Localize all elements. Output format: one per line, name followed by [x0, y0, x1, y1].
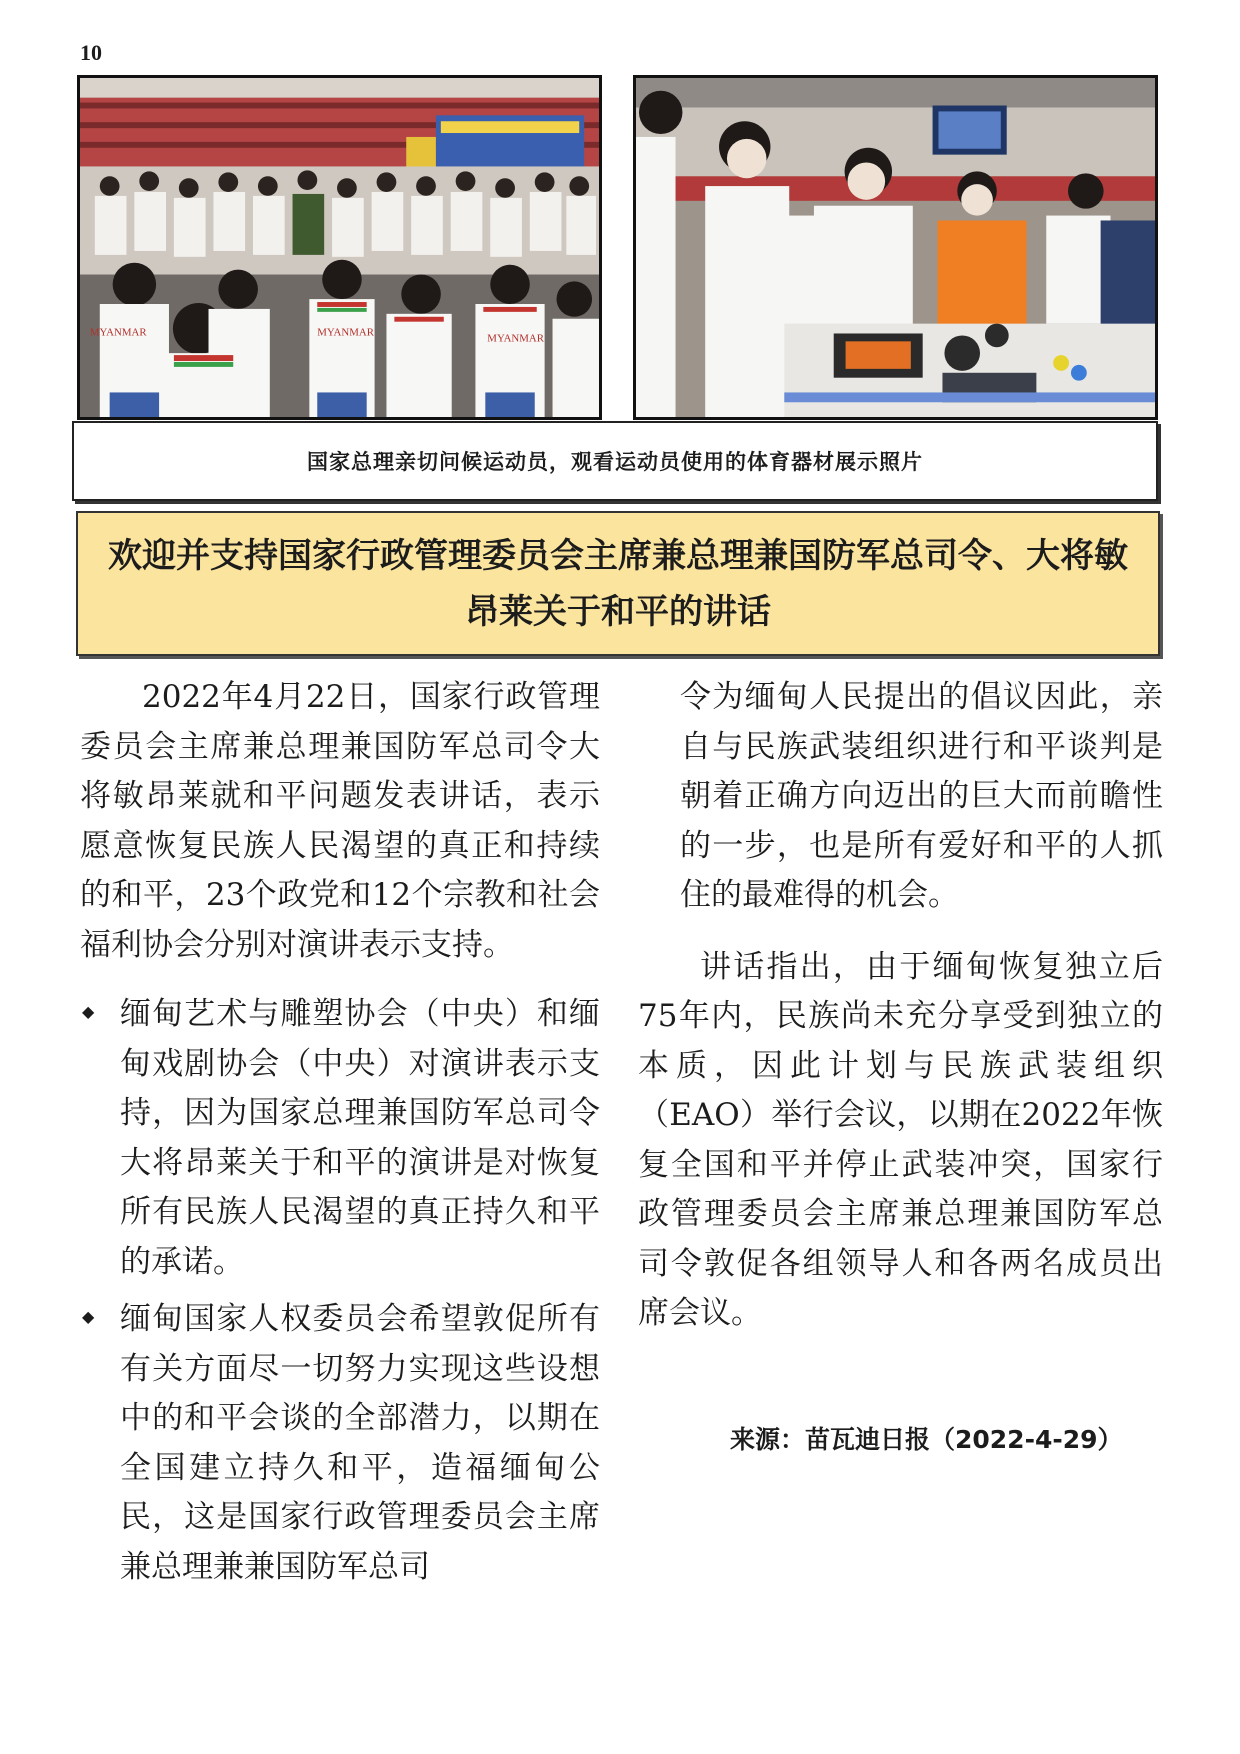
article-source: 来源：苗瓦迪日报（2022-4-29） [730, 1425, 1123, 1454]
article-intro: 2022年4月22日，国家行政管理委员会主席兼总理兼国防军总司令大将敏昂莱就和平问题发表讲话，表示愿意恢复民族人民渴望的真正和持续的和平，23个政党和12个宗教和社会福利协会分别对演讲表示支持。 [80, 679, 600, 963]
bullet-diamond-icon: ◆ [82, 1002, 95, 1021]
support-statement-list [80, 990, 600, 1592]
article-right-column [638, 673, 1163, 1339]
bullet-diamond-icon: ◆ [82, 1307, 95, 1326]
list-item [80, 990, 600, 1287]
athletes-greeting-photo [77, 75, 602, 420]
list-item [80, 1295, 600, 1592]
photo-caption: 国家总理亲切问候运动员，观看运动员使用的体育器材展示照片 [307, 450, 923, 474]
bullet-continuation: 令为缅甸人民提出的倡议因此，亲自与民族武装组织进行和平谈判是朝着正确方向迈出的巨大而前瞻性的一步，也是所有爱好和平的人抓住的最难得的机会。 [680, 679, 1163, 913]
athletes-photo-illustration [80, 78, 599, 417]
article-headline: 欢迎并支持国家行政管理委员会主席兼总理兼国防军总司令、大将敏昂莱关于和平的讲话 [108, 535, 1128, 632]
jersey-text: MYANMAR [89, 326, 147, 339]
jersey-text: MYANMAR [487, 332, 545, 345]
jersey-text: MYANMAR [317, 326, 374, 339]
article-paragraph: 讲话指出，由于缅甸恢复独立后75年内，民族尚未充分享受到独立的本质，因此计划与民族武装组织（EAO）举行会议，以期在2022年恢复全国和平并停止武装冲突，国家行政管理委员会主席兼总理兼国防军总司令敦促各组领导人和各两名成员出席会议。 [638, 948, 1163, 1331]
equipment-photo-illustration [636, 78, 1155, 417]
page-number: 10 [80, 40, 102, 65]
bullet-text: 缅甸国家人权委员会希望敦促所有有关方面尽一切努力实现这些设想中的和平会谈的全部潜力，以期在全国建立持久和平，造福缅甸公民，这是国家行政管理委员会主席兼总理兼兼国防军总司 [120, 1301, 600, 1585]
headline-box [76, 511, 1160, 656]
bullet-text: 缅甸艺术与雕塑协会（中央）和缅甸戏剧协会（中央）对演讲表示支持，因为国家总理兼国防军总司令大将昂莱关于和平的演讲是对恢复所有民族人民渴望的真正持久和平的承诺。 [120, 996, 600, 1280]
article-left-column [80, 673, 600, 1600]
equipment-exhibition-photo [633, 75, 1158, 420]
photo-caption-box [72, 421, 1158, 501]
